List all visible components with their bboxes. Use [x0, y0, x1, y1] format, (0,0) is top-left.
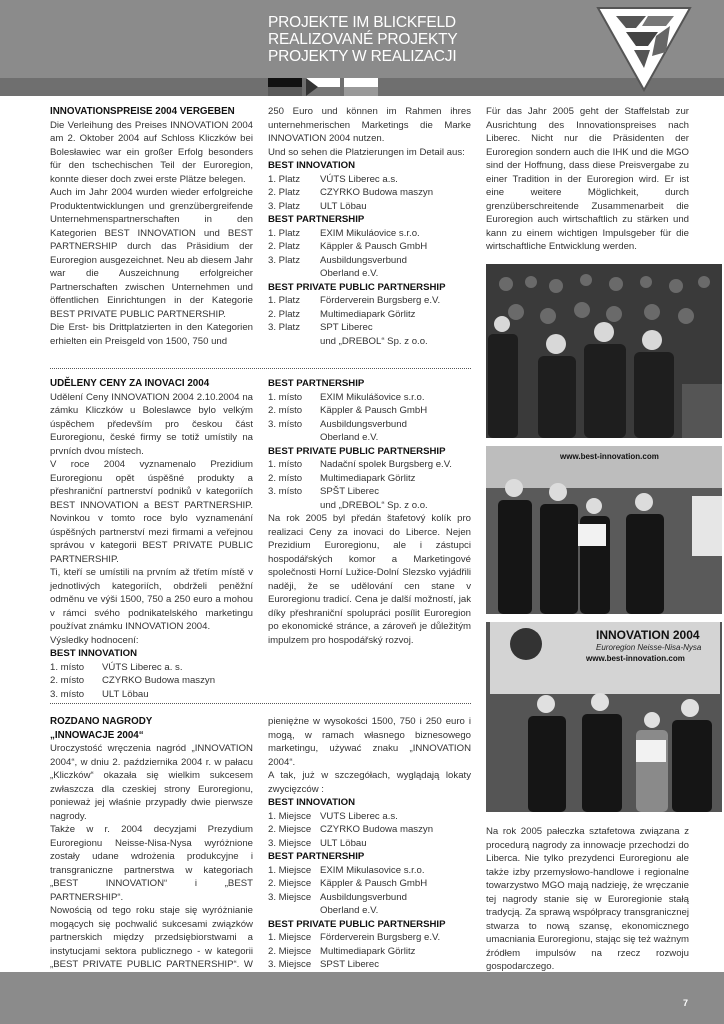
banner-subtitle: Euroregion Neisse-Nisa-Nysa	[596, 643, 702, 652]
ranking-winner: Multimediapark Görlitz	[320, 472, 416, 484]
ranking-winner: VÚTS Liberec a. s.	[102, 661, 183, 673]
ranking-place	[268, 499, 320, 513]
de-ranking-list	[268, 227, 471, 281]
photo-winners-2	[486, 622, 722, 812]
ranking-winner: Ausbildungsverbund	[320, 418, 407, 430]
ranking-place: 1. Platz	[268, 173, 300, 185]
ranking-row	[268, 810, 471, 824]
ranking-row	[268, 267, 471, 281]
ranking-row	[268, 335, 471, 349]
ranking-place: 1. Miejsce	[268, 864, 312, 876]
ranking-row	[268, 485, 471, 499]
page-footer	[0, 972, 724, 1024]
ranking-row	[268, 200, 471, 214]
pl-paragraph: Także w r. 2004 decyzjami Prezydium Euroregionu Neisse-Nisa-Nysa wyróżnione zostały udane wdrożenia produkcyjne i transgraniczne partnerstwa w kategoriach „BEST INNOVATION“ i „BEST PARTNERSHIP“.	[50, 824, 253, 903]
ranking-winner: ULT Löbau	[102, 688, 149, 700]
ranking-winner: SPT Liberec	[320, 322, 373, 333]
ranking-winner: Nadační spolek Burgsberg e.V.	[320, 459, 452, 470]
ranking-winner: CZYRKO Budowa maszyn	[320, 187, 434, 198]
pl-paragraph: pieniężne w wysokości 1500, 750 i 250 euro i mogą, w ramach własnego biznesowego marketingu, używać znaku „INNOVATION 2004“.	[268, 716, 471, 768]
pl-paragraph: A tak, już w szczegółach, wyglądają lokaty zwycięzców :	[268, 770, 471, 795]
ranking-place: 1. Platz	[268, 295, 300, 306]
cz-paragraph: Ti, kteří se umístili na prvním až třetím místě v jednotlivých kategoriích, obdrželi peněžní odměnu ve výši 1500, 750 a 250 euro a mohou v rámci svého podnikatelského marketingu používat známku INNOVATION 2004.	[50, 567, 253, 632]
de-ranking-list	[268, 173, 471, 214]
ranking-winner: Multimediapark Görlitz	[320, 308, 416, 320]
ranking-row	[268, 837, 471, 851]
ranking-winner: Förderverein Burgsberg e.V.	[320, 932, 441, 943]
pl-paragraph: Uroczystość wręczenia nagród „INNOVATION 2004“, w dniu 2. października 2004 r. w pałacu „Kliczków“ okazała się wielkim sukcesem zwłaszcza dla czeskiej strony Euroregionu, ponieważ jej właśnie przypadły dwie pierwsze nagrody.	[50, 743, 253, 822]
ranking-row	[268, 321, 471, 335]
cz-paragraph: V roce 2004 vyznamenalo Prezidium Euroregionu opět úspěšné produkty a přeshraniční partnerství podniků v kategoriích BEST INNOVATION a BEST PARTNERSHIP. Novinkou v tomto roce bylo vyznamenání úspěšných partnerství mezi firmami a veřejnou správou v kategorii BEST PRIVATE PUBLIC PARTNERSHIP.	[50, 459, 253, 565]
flags-strip	[268, 78, 378, 96]
ranking-place: 2. Miejsce	[268, 878, 312, 889]
ranking-place	[268, 904, 320, 918]
ranking-winner: SPŠT Liberec	[320, 486, 380, 497]
de-category-title: BEST PARTNERSHIP	[268, 214, 365, 225]
ranking-row	[268, 254, 471, 268]
ranking-place: 2. Platz	[268, 187, 300, 198]
ranking-place	[268, 267, 320, 281]
section-divider	[50, 703, 471, 704]
pl-article-title: ROZDANO NAGRODY	[50, 716, 153, 727]
ranking-place: 3. místo	[268, 486, 303, 497]
pl-article-subtitle: „INNOWACJE 2004“	[50, 729, 144, 741]
ranking-winner: Ausbildungsverbund	[320, 254, 407, 266]
de-paragraph: Für das Jahr 2005 geht der Staffelstab zur Ausrichtung des Innovationspreises nach Liberec. Nicht nur die Präsidenten der Euroregion sondern auch die IHK und die MGO sind der Hoffnung, dass diese Preisvergabe zu einer Tradition in der Euroregion wird. Er ist eine weitere Möglichkeit, durch grenzüberschreitende Zusammenarbeit die Euroregion auch wirtschaftlich zu stärken und kann zu einem wichtigen Impulsgeber für die wirtschaftliche Entwicklung werden.	[486, 106, 689, 252]
ranking-row	[268, 958, 471, 972]
ranking-winner: ULT Löbau	[320, 837, 367, 849]
ranking-row	[268, 418, 471, 432]
ranking-row	[268, 472, 471, 486]
banner-url: www.best-innovation.com	[586, 654, 685, 663]
cz-paragraph: Na rok 2005 byl předán štafetový kolík pro realizaci Ceny za inovaci do Liberce. Nejen Prezidium Euroregionu, ale i zástupci hospodářských komor a Marketingové společnosti Horní Lužice-Dolní Slezsko vyjádřili naději, že se udělování cen stane v Euroregionu tradicí. Cena je další možností, jak díky přeshraniční spolupráci posílit Euroregion po ekonomické stránce, a zároveň je důležitým impulzem pro hospodářský rozvoj.	[268, 513, 471, 646]
cz-ranking-list	[268, 458, 471, 512]
ranking-row	[268, 294, 471, 308]
ranking-row	[50, 688, 253, 702]
ranking-winner: Käppler & Pausch GmbH	[320, 241, 428, 252]
ranking-winner: Oberland e.V.	[320, 268, 379, 279]
de-paragraph: Auch im Jahr 2004 wurden wieder erfolgreiche Produktentwicklungen und grenzübergreifende Unternehmenspartnerschaften in den Kategorien BEST INNOVATION und BEST PARTNERSHIP durch das Präsidium der Euroregion ausgezeichnet. Neu ab diesem Jahr war die Auszeichnung erfolgreicher Partnerschaften zwischen Unternehmen und öffentlichen Einrichtungen in der Kategorie BEST PRIVATE PUBLIC PARTNERSHIP.	[50, 187, 253, 320]
cz-category-title: BEST PRIVATE PUBLIC PARTNERSHIP	[268, 445, 446, 457]
pl-category-title: BEST INNOVATION	[268, 797, 356, 808]
ranking-row	[268, 823, 471, 837]
ranking-place: 2. Miejsce	[268, 824, 312, 835]
de-paragraph: Und so sehen die Platzierungen im Detail aus:	[268, 146, 465, 158]
ranking-row	[268, 431, 471, 445]
cz-paragraph: Udělení Ceny INNOVATION 2004 2.10.2004 na zámku Kliczków u Boleslawce bylo velkým úspěchem především pro českou část Euroregionu, české firmy se totiž umístily na prvních dvou místech.	[50, 391, 253, 457]
ranking-row	[268, 904, 471, 918]
cz-ranking-list	[50, 661, 253, 702]
ranking-place: 2. Platz	[268, 241, 300, 252]
ranking-row	[268, 945, 471, 959]
ranking-winner: VÚTS Liberec a.s.	[320, 173, 398, 185]
de-category-title: BEST PRIVATE PUBLIC PARTNERSHIP	[268, 281, 446, 293]
cz-article-col1	[50, 377, 253, 701]
de-ranking-list	[268, 294, 471, 348]
ranking-row	[268, 227, 471, 241]
pl-article-col2	[268, 715, 471, 985]
cz-category-title: BEST PARTNERSHIP	[268, 378, 365, 389]
ranking-winner: Oberland e.V.	[320, 905, 379, 916]
ranking-row	[268, 173, 471, 187]
ranking-row	[50, 674, 253, 688]
header-title-cz: REALIZOVANÉ PROJEKTY	[268, 31, 458, 48]
ranking-place: 3. Platz	[268, 200, 300, 212]
banner-title: INNOVATION 2004	[596, 628, 700, 642]
ranking-row	[268, 308, 471, 322]
ranking-row	[50, 661, 253, 675]
ranking-place: 3. Miejsce	[268, 959, 312, 970]
euroregion-logo	[596, 6, 692, 92]
header-title-de: PROJEKTE IM BLICKFELD	[268, 14, 456, 31]
ranking-row	[268, 404, 471, 418]
de-article-title: INNOVATIONSPREISE 2004 VERGEBEN	[50, 106, 235, 117]
page-number: 7	[682, 998, 688, 1008]
pl-category-title: BEST PRIVATE PUBLIC PARTNERSHIP	[268, 918, 446, 930]
photo-audience	[486, 264, 722, 438]
pl-paragraph: Nowością od tego roku staje się wyróżnianie mogących się pochwalić sukcesami związków partnerskich między przedsiębiorstwami a instytucjami sektora publicznego - w kategorii „BEST PRIVATE PUBLIC PARTNERSHIP“. W	[50, 905, 253, 970]
de-article-col1	[50, 105, 253, 348]
ranking-winner: Käppler & Pausch GmbH	[320, 405, 428, 416]
ranking-row	[268, 877, 471, 891]
section-divider	[50, 368, 471, 369]
de-paragraph: 250 Euro und können im Rahmen ihres unternehmerischen Marketings die Marke INNOVATION 2004 nutzen.	[268, 106, 471, 144]
ranking-row	[268, 391, 471, 405]
ranking-winner: Käppler & Pausch GmbH	[320, 878, 428, 889]
pl-article-col1	[50, 715, 253, 999]
de-article-col2	[268, 105, 471, 348]
ranking-place	[268, 335, 320, 349]
cz-paragraph: Výsledky hodnocení:	[50, 634, 139, 646]
ranking-winner: EXIM Mikuláovice s.r.o.	[320, 227, 420, 239]
ranking-winner: Multimediapark Görlitz	[320, 945, 416, 957]
ranking-place	[268, 431, 320, 445]
ranking-place: 2. místo	[268, 472, 303, 484]
ranking-place: 2. místo	[268, 405, 303, 416]
pl-paragraph: Na rok 2005 pałeczka sztafetowa związana z procedurą nagrody za innowacje przechodzi do Liberca. Nie tylko prezydenci Euroregionu ale także izby przemysłowo-handlowe i regionalne towarzystwo MGO mają nadzieję, że wręczanie tej nagrody stanie się w Euroregionie stałą tradycją. Za sprawą współpracy transgranicznej stwarza to nową szansę, ekonomicznego umacniania Euroregionu, stając się też ważnym źródłem impulsów na rzecz rozwoju gospodarczego.	[486, 826, 689, 972]
ranking-place: 1. místo	[50, 661, 85, 673]
ranking-place: 1. Miejsce	[268, 932, 312, 943]
pl-article-col3	[486, 825, 689, 974]
ranking-winner: ULT Löbau	[320, 200, 367, 212]
header-titles	[268, 14, 458, 65]
cz-ranking-list	[268, 391, 471, 445]
photo-winners-1	[486, 446, 722, 614]
pl-category-title: BEST PARTNERSHIP	[268, 851, 365, 862]
de-paragraph: Die Verleihung des Preises INNOVATION 2004 am 2. Oktober 2004 auf Schloss Kliczków bei Bolesławiec war ein großer Erfolg besonders für den tschechischen Teil der Euroregion, konnte dieser doch zwei erste Plätze belegen.	[50, 119, 253, 185]
ranking-winner: und „DREBOL“ Sp. z o.o.	[320, 335, 428, 347]
ranking-place: 3. Miejsce	[268, 891, 312, 903]
ranking-row	[268, 931, 471, 945]
ranking-winner: CZYRKO Budowa maszyn	[102, 675, 216, 686]
ranking-winner: EXIM Mikulášovice s.r.o.	[320, 391, 425, 403]
ranking-winner: Ausbildungsverbund	[320, 891, 407, 903]
cz-article-title: UDĚLENY CENY ZA INOVACI 2004	[50, 378, 210, 389]
pl-ranking-list	[268, 810, 471, 851]
ranking-place: 3. místo	[268, 418, 303, 430]
ranking-place: 1. místo	[268, 391, 303, 403]
ranking-place: 2. místo	[50, 675, 85, 686]
ranking-row	[268, 891, 471, 905]
ranking-winner: VUTS Liberec a.s.	[320, 810, 398, 822]
ranking-winner: Förderverein Burgsberg e.V.	[320, 295, 441, 306]
de-paragraph: Die Erst- bis Drittplatzierten in den Kategorien erhielten ein Preisgeld von 1500, 750 und	[50, 322, 253, 347]
de-category-title: BEST INNOVATION	[268, 160, 356, 171]
ranking-place: 2. Platz	[268, 308, 300, 320]
banner-url: www.best-innovation.com	[560, 452, 659, 461]
ranking-winner: CZYRKO Budowa maszyn	[320, 824, 434, 835]
ranking-place: 3. Platz	[268, 322, 300, 333]
header-title-pl: PROJEKTY W REALIZACJI	[268, 48, 457, 65]
ranking-place: 2. Miejsce	[268, 945, 312, 957]
ranking-row	[268, 458, 471, 472]
ranking-place: 1. Platz	[268, 227, 300, 239]
ranking-row	[268, 240, 471, 254]
ranking-place: 1. Miejsce	[268, 810, 312, 822]
ranking-row	[268, 186, 471, 200]
ranking-place: 3. místo	[50, 688, 85, 700]
ranking-winner: SPST Liberec	[320, 959, 380, 970]
ranking-row	[268, 864, 471, 878]
ranking-place: 1. místo	[268, 459, 303, 470]
ranking-winner: und „DREBOL“ Sp. z o.o.	[320, 499, 428, 511]
de-article-col3	[486, 105, 689, 254]
cz-category-title: BEST INNOVATION	[50, 648, 138, 659]
ranking-place: 3. Miejsce	[268, 837, 312, 849]
ranking-place: 3. Platz	[268, 254, 300, 266]
ranking-row	[268, 499, 471, 513]
ranking-winner: EXIM Mikulasovice s.r.o.	[320, 864, 425, 876]
cz-article-col2	[268, 377, 471, 647]
pl-ranking-list	[268, 864, 471, 918]
ranking-winner: Oberland e.V.	[320, 432, 379, 443]
